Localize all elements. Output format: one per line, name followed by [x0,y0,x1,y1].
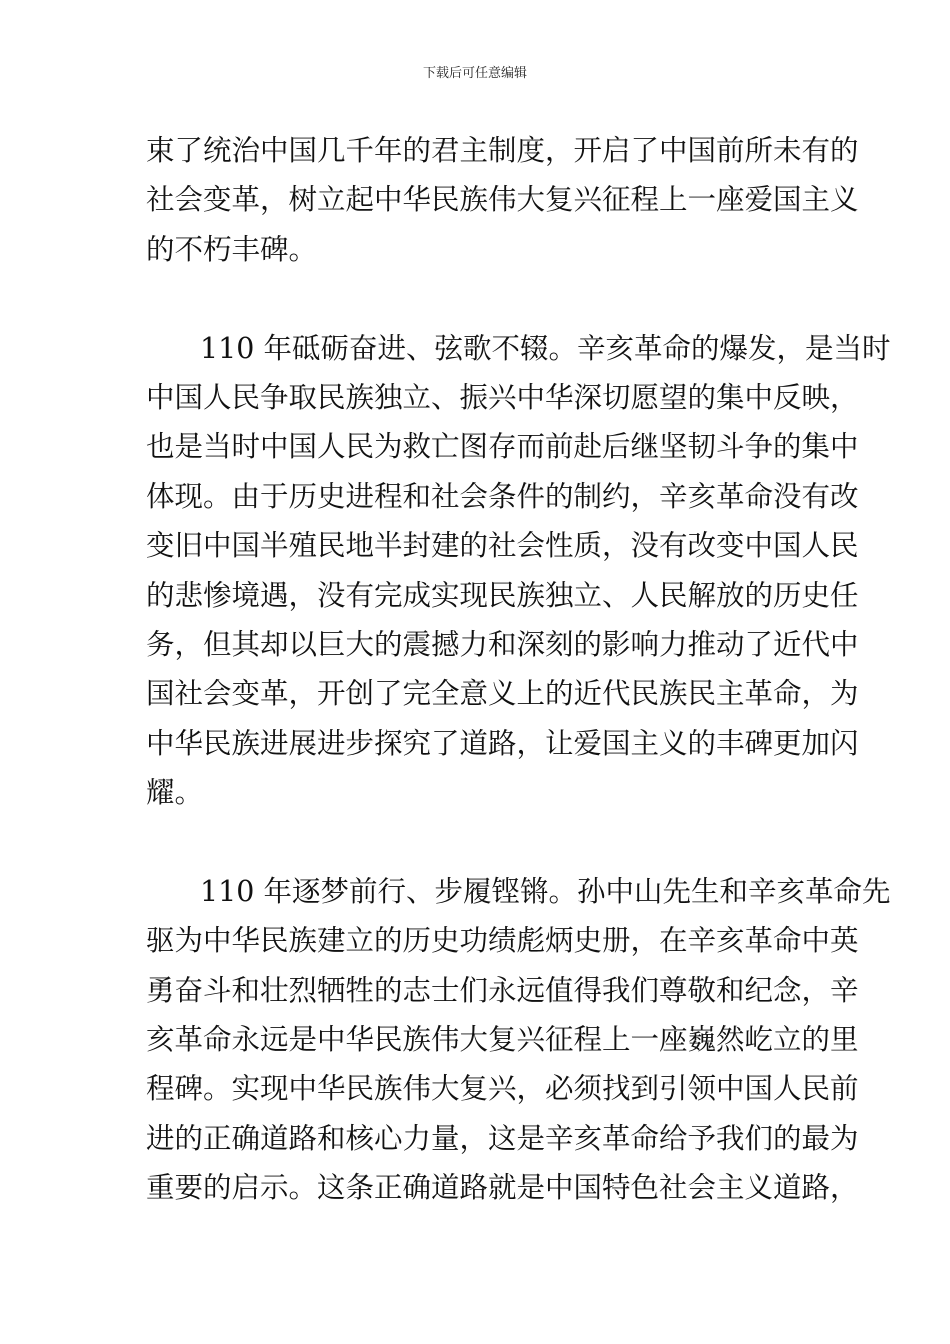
paragraph-gap [146,817,806,866]
paragraph-1 [146,126,859,274]
paragraph-2 [146,324,891,818]
page-header: 下载后可任意编辑 [422,66,527,81]
paragraph-gap [146,274,806,323]
text-line: 勇奋斗和壮烈牺牲的志士们永远值得我们尊敬和纪念，辛 [146,973,859,1007]
text-line: 国社会变革，开创了完全意义上的近代民族民主革命，为 [146,677,859,711]
text-line: 耀。 [146,776,204,810]
text-line: 体现。由于历史进程和社会条件的制约，辛亥革命没有改 [146,479,859,513]
text-line: 束了统治中国几千年的君主制度，开启了中国前所未有的 [146,134,859,167]
text-line: 中国人民争取民族独立、振兴中华深切愿望的集中反映， [146,380,859,414]
text-line: 的悲惨境遇，没有完成实现民族独立、人民解放的历史任 [146,578,859,612]
text-line: 110 年砥砺奋进、弦歌不辍。辛亥革命的爆发，是当时 [200,331,891,365]
text-line: 110 年逐梦前行、步履铿锵。孙中山先生和辛亥革命先 [200,874,891,908]
text-line: 也是当时中国人民为救亡图存而前赴后继坚韧斗争的集中 [146,430,859,464]
text-line: 务，但其却以巨大的震撼力和深刻的影响力推动了近代中 [146,627,859,661]
text-line: 亥革命永远是中华民族伟大复兴征程上一座巍然屹立的里 [146,1023,859,1057]
text-line: 社会变革，树立起中华民族伟大复兴征程上一座爱国主义 [146,183,859,217]
document-body [146,126,891,1213]
text-line: 中华民族进展进步探究了道路，让爱国主义的丰碑更加闪 [146,726,859,760]
text-line: 进的正确道路和核心力量，这是辛亥革命给予我们的最为 [146,1121,859,1155]
paragraph-3 [146,867,891,1213]
text-line: 驱为中华民族建立的历史功绩彪炳史册，在辛亥革命中英 [146,924,859,958]
text-line: 变旧中国半殖民地半封建的社会性质，没有改变中国人民 [146,529,859,563]
text-line: 程碑。实现中华民族伟大复兴，必须找到引领中国人民前 [146,1072,859,1106]
text-line: 重要的启示。这条正确道路就是中国特色社会主义道路， [146,1171,859,1205]
text-line: 的不朽丰碑。 [146,232,318,266]
